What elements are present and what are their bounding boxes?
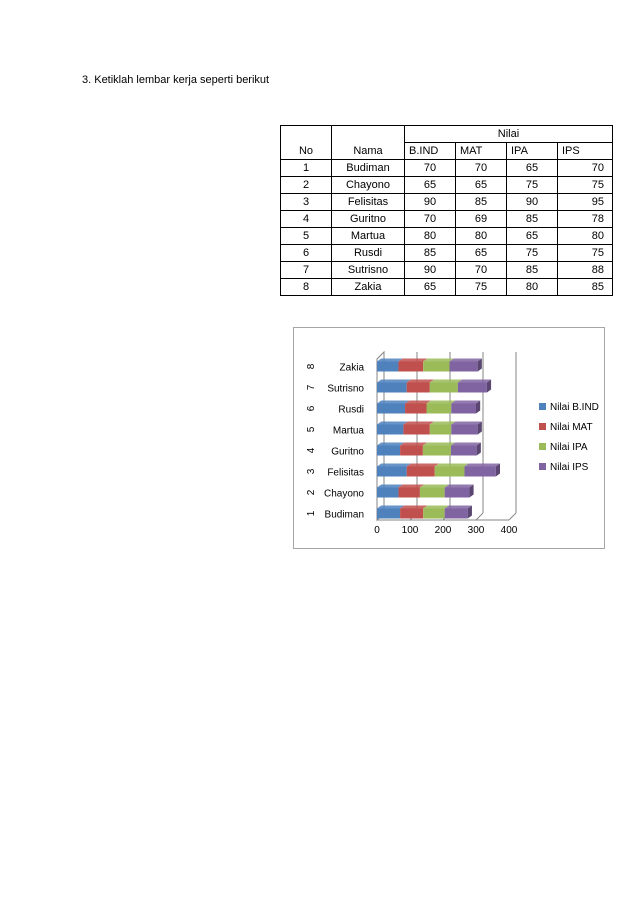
- table-cell: 90: [507, 194, 558, 211]
- table-header-row: [281, 143, 613, 160]
- bar-segment-top: [423, 443, 455, 446]
- table-cell: 65: [456, 245, 507, 262]
- bar-segment: [445, 488, 470, 498]
- table-cell: 70: [558, 160, 613, 177]
- legend-swatch: [539, 443, 546, 450]
- bar-segment-top: [445, 485, 474, 488]
- header-nama: Nama: [332, 143, 405, 160]
- table-cell: 88: [558, 262, 613, 279]
- bar-segment-top: [377, 380, 411, 383]
- legend-label: Nilai B.IND: [550, 402, 599, 413]
- bar-segment-top: [430, 422, 456, 425]
- table-row: [281, 177, 613, 194]
- table-cell: 75: [507, 177, 558, 194]
- bar-segment-top: [398, 485, 424, 488]
- bar-segment-top: [451, 422, 482, 425]
- table-row: [281, 194, 613, 211]
- table-group-header-row: [281, 126, 613, 143]
- table-cell: 5: [281, 228, 332, 245]
- bar-segment-top: [427, 401, 456, 404]
- bar-segment-top: [400, 443, 427, 446]
- bar-segment-top: [405, 401, 431, 404]
- table-cell: 6: [281, 245, 332, 262]
- bar-segment: [420, 488, 445, 498]
- bar-segment: [423, 362, 449, 372]
- bar-segment: [423, 446, 451, 456]
- bar-segment-top: [464, 464, 500, 467]
- table-cell: 90: [405, 262, 456, 279]
- bar-segment: [403, 425, 429, 435]
- bar-segment-top: [377, 464, 411, 467]
- bar-segment-top: [407, 380, 434, 383]
- table-cell: 80: [405, 228, 456, 245]
- table-row: [281, 279, 613, 296]
- table-cell: 65: [405, 177, 456, 194]
- header-mat: MAT: [456, 143, 507, 160]
- category-label: Guritno: [331, 446, 364, 458]
- table-cell: 65: [507, 160, 558, 177]
- bar-segment-top: [377, 422, 408, 425]
- bar-segment: [377, 425, 403, 435]
- bar-segment-top: [458, 380, 491, 383]
- category-number-label: 4: [306, 447, 317, 454]
- bar-segment: [407, 383, 430, 393]
- bar-segment-top: [451, 443, 481, 446]
- category-number-label: 2: [306, 489, 317, 496]
- bar-segment: [445, 509, 468, 519]
- bar-segment-top: [423, 506, 449, 509]
- category-number-label: 5: [306, 426, 317, 433]
- table-cell: Felisitas: [332, 194, 405, 211]
- table-row: [281, 262, 613, 279]
- bar-segment: [451, 404, 476, 414]
- bar-segment: [451, 446, 477, 456]
- bar-segment: [377, 488, 398, 498]
- bar-segment: [430, 383, 458, 393]
- table-cell: 90: [405, 194, 456, 211]
- header-no: No: [281, 143, 332, 160]
- gridline-floor: [509, 513, 516, 520]
- table-cell: 70: [456, 262, 507, 279]
- bar-segment: [427, 404, 452, 414]
- table-cell: 80: [558, 228, 613, 245]
- category-number-label: 1: [306, 510, 317, 517]
- legend-swatch: [539, 423, 546, 430]
- table-row: [281, 211, 613, 228]
- bar-segment: [400, 446, 423, 456]
- bar-segment-top: [377, 443, 404, 446]
- table-cell: 1: [281, 160, 332, 177]
- table-cell: 75: [558, 177, 613, 194]
- instruction-text: 3. Ketiklah lembar kerja seperti berikut: [82, 74, 270, 86]
- bar-segment: [430, 425, 451, 435]
- bar-segment-top: [377, 485, 403, 488]
- table-cell: 65: [405, 279, 456, 296]
- table-cell: 70: [456, 160, 507, 177]
- bar-segment-top: [398, 359, 427, 362]
- bar-segment-top: [445, 506, 472, 509]
- bar-segment-top: [423, 359, 454, 362]
- table-cell: 85: [456, 194, 507, 211]
- bar-segment: [423, 509, 444, 519]
- x-tick-label: 300: [467, 525, 485, 536]
- bar-segment-top: [451, 401, 480, 404]
- table-cell: 75: [558, 245, 613, 262]
- table-cell: 8: [281, 279, 332, 296]
- bar-segment: [435, 467, 465, 477]
- chart-canvas: [294, 328, 604, 548]
- grades-chart: [293, 327, 605, 549]
- bar-segment-top: [400, 506, 427, 509]
- table-cell: 75: [456, 279, 507, 296]
- table-cell: Zakia: [332, 279, 405, 296]
- table-cell: Martua: [332, 228, 405, 245]
- bar-segment-top: [420, 485, 449, 488]
- header-ipa: IPA: [507, 143, 558, 160]
- category-number-label: 7: [306, 384, 317, 391]
- bar-segment: [377, 467, 407, 477]
- table-cell: 70: [405, 160, 456, 177]
- table-row: [281, 228, 613, 245]
- category-number-label: 6: [306, 405, 317, 412]
- bar-segment-top: [403, 422, 434, 425]
- bar-segment: [458, 383, 487, 393]
- bar-segment: [377, 383, 407, 393]
- table-cell: 69: [456, 211, 507, 228]
- x-tick-label: 0: [374, 525, 380, 536]
- category-number-label: 8: [306, 363, 317, 370]
- table-cell: Sutrisno: [332, 262, 405, 279]
- bar-segment-top: [430, 380, 462, 383]
- table-cell: 7: [281, 262, 332, 279]
- grades-table: [280, 125, 613, 296]
- bar-segment: [405, 404, 426, 414]
- header-nilai: Nilai: [405, 126, 613, 143]
- table-cell: 65: [507, 228, 558, 245]
- table-cell: 85: [405, 245, 456, 262]
- bar-segment: [398, 488, 419, 498]
- table-cell: 85: [558, 279, 613, 296]
- x-tick-label: 100: [401, 525, 419, 536]
- table-cell: Chayono: [332, 177, 405, 194]
- x-tick-label: 400: [500, 525, 518, 536]
- bar-segment: [400, 509, 423, 519]
- bar-segment: [451, 425, 477, 435]
- bar-segment: [377, 446, 400, 456]
- bar-segment-top: [407, 464, 439, 467]
- category-label: Rusdi: [338, 404, 364, 416]
- header-bind: B.IND: [405, 143, 456, 160]
- bar-segment: [450, 362, 478, 372]
- header-empty-cell: [332, 126, 405, 143]
- bar-segment-top: [377, 401, 409, 404]
- table-cell: 2: [281, 177, 332, 194]
- bar-segment-top: [377, 506, 404, 509]
- table-cell: Guritno: [332, 211, 405, 228]
- bar-segment: [377, 404, 405, 414]
- bar-segment: [398, 362, 423, 372]
- category-label: Chayono: [323, 488, 364, 500]
- table-cell: 80: [456, 228, 507, 245]
- x-tick-label: 200: [434, 525, 452, 536]
- table-cell: 85: [507, 262, 558, 279]
- table-cell: 65: [456, 177, 507, 194]
- table-cell: Budiman: [332, 160, 405, 177]
- table-cell: 3: [281, 194, 332, 211]
- category-number-label: 3: [306, 468, 317, 475]
- table-cell: 85: [507, 211, 558, 228]
- legend-label: Nilai IPS: [550, 462, 589, 473]
- legend-label: Nilai IPA: [550, 442, 588, 453]
- header-empty-cell: [281, 126, 332, 143]
- table-cell: 70: [405, 211, 456, 228]
- table-cell: 95: [558, 194, 613, 211]
- bar-segment: [407, 467, 435, 477]
- table-cell: Rusdi: [332, 245, 405, 262]
- gridline-floor: [476, 513, 483, 520]
- legend-swatch: [539, 463, 546, 470]
- bar-segment: [464, 467, 495, 477]
- bar-segment-top: [450, 359, 482, 362]
- table-cell: 75: [507, 245, 558, 262]
- legend-swatch: [539, 403, 546, 410]
- category-label: Martua: [332, 425, 364, 437]
- table-row: [281, 160, 613, 177]
- category-label: Budiman: [324, 509, 364, 521]
- bar-segment: [377, 509, 400, 519]
- table-cell: 78: [558, 211, 613, 228]
- bar-segment-top: [435, 464, 469, 467]
- table-row: [281, 245, 613, 262]
- legend-label: Nilai MAT: [550, 422, 593, 433]
- category-label: Zakia: [339, 362, 364, 374]
- table-cell: 80: [507, 279, 558, 296]
- category-label: Felisitas: [327, 467, 364, 479]
- bar-segment: [377, 362, 398, 372]
- bar-segment-top: [377, 359, 403, 362]
- table-cell: 4: [281, 211, 332, 228]
- header-ips: IPS: [558, 143, 613, 160]
- category-label: Sutrisno: [327, 383, 364, 395]
